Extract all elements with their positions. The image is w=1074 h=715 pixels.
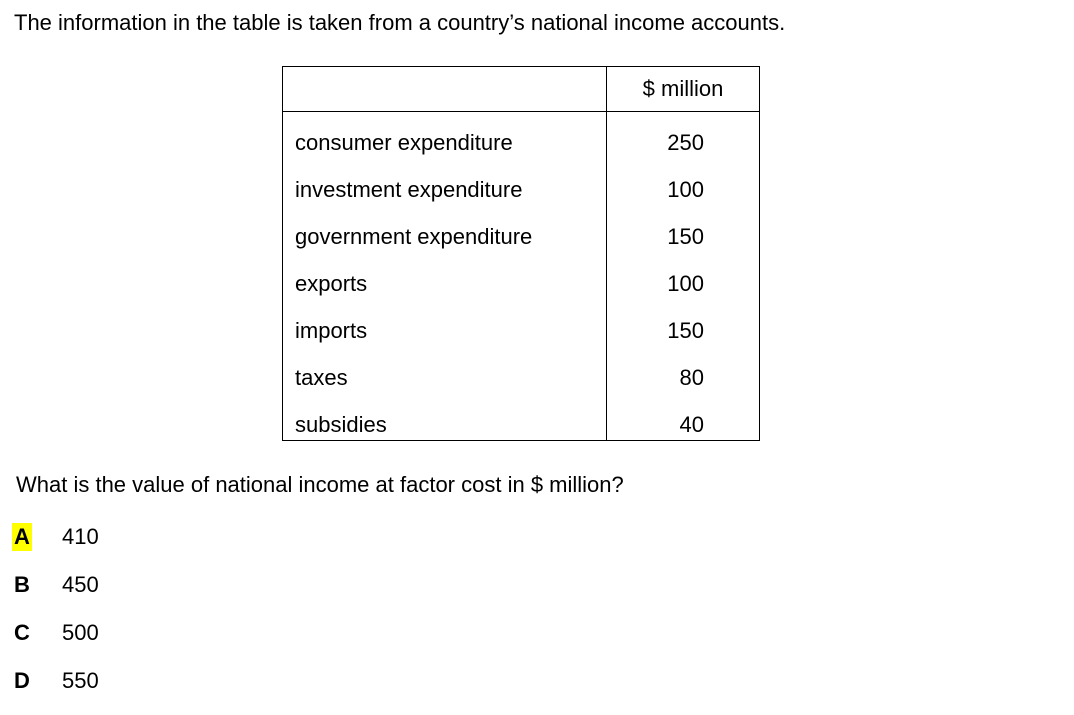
table-row	[283, 364, 759, 411]
row-label: investment expenditure	[295, 177, 523, 202]
row-label: taxes	[295, 365, 348, 390]
national-income-table	[282, 66, 760, 441]
option-value: 410	[62, 524, 99, 549]
answer-options	[12, 523, 212, 715]
option-value: 450	[62, 572, 99, 597]
table-header-row	[283, 67, 759, 112]
table-row	[283, 411, 759, 458]
row-value: 100	[667, 271, 704, 296]
row-value: 150	[667, 224, 704, 249]
intro-text: The information in the table is taken from a country’s national income accounts.	[14, 10, 786, 35]
option-letter: B	[14, 572, 30, 597]
table-row	[283, 270, 759, 317]
row-label: imports	[295, 318, 368, 343]
row-value: 250	[667, 130, 704, 155]
row-value: 40	[679, 412, 704, 437]
header-units: $ million	[642, 76, 724, 101]
option-value: 550	[62, 668, 99, 693]
row-label: government expenditure	[295, 224, 533, 249]
row-value: 100	[667, 177, 704, 202]
table-row	[283, 317, 759, 364]
option-a[interactable]	[12, 523, 212, 571]
option-c[interactable]	[12, 619, 212, 667]
table-body	[283, 129, 759, 458]
row-label: subsidies	[295, 412, 387, 437]
option-value: 500	[62, 620, 99, 645]
option-letter: D	[14, 668, 30, 693]
table-row	[283, 129, 759, 176]
option-b[interactable]	[12, 571, 212, 619]
option-letter: A	[12, 523, 32, 551]
table-row	[283, 223, 759, 270]
row-value: 80	[679, 365, 704, 390]
table-row	[283, 176, 759, 223]
row-label: exports	[295, 271, 368, 296]
row-value: 150	[667, 318, 704, 343]
question-text: What is the value of national income at factor cost in $ million?	[16, 472, 624, 497]
option-letter: C	[14, 620, 30, 645]
row-label: consumer expenditure	[295, 130, 513, 155]
